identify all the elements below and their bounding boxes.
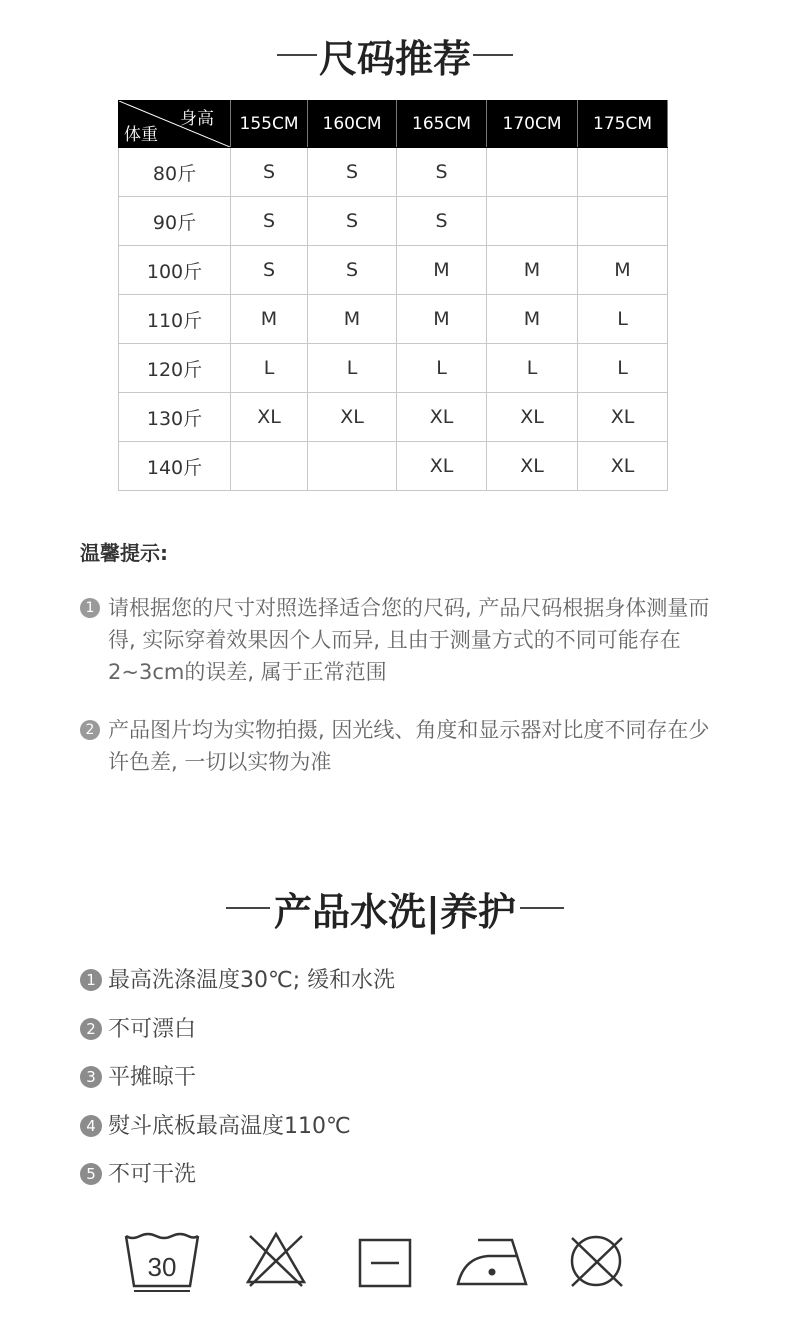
care-item	[80, 1063, 196, 1093]
size-cell: M	[308, 295, 397, 344]
height-header-cell: 165CM	[397, 101, 487, 148]
size-cell: M	[397, 246, 487, 295]
number-badge: 3	[80, 1066, 102, 1088]
weight-cell: 130斤	[119, 393, 231, 442]
iron-medium-icon	[454, 1228, 532, 1290]
size-cell: XL	[397, 393, 487, 442]
corner-height-label: 身高	[180, 109, 214, 129]
care-item	[80, 966, 395, 996]
size-cell: L	[231, 344, 308, 393]
tip-text: 请根据您的尺寸对照选择适合您的尺码, 产品尺码根据身体测量而得, 实际穿着效果因个人而异, 且由于测量方式的不同可能存在2~3cm的误差, 属于正常范围	[108, 596, 710, 684]
size-cell: XL	[231, 393, 308, 442]
care-text: 不可干洗	[108, 1162, 197, 1187]
care-item	[80, 1112, 351, 1142]
size-cell: XL	[397, 442, 487, 491]
size-cell: M	[231, 295, 308, 344]
table-row	[119, 246, 668, 295]
weight-cell: 90斤	[119, 197, 231, 246]
size-section-title	[0, 30, 790, 80]
size-cell: S	[397, 148, 487, 197]
title-dash-right	[520, 907, 564, 909]
height-header-cell: 175CM	[578, 101, 668, 148]
weight-cell: 140斤	[119, 442, 231, 491]
number-badge: 2	[80, 720, 100, 740]
size-table-header-row	[119, 101, 668, 148]
size-cell: XL	[578, 442, 668, 491]
care-section-title	[0, 882, 790, 934]
size-title-text: 尺码推荐	[318, 36, 471, 81]
size-cell: S	[308, 246, 397, 295]
size-cell	[578, 197, 668, 246]
corner-header-cell	[119, 101, 231, 148]
tips-title: 温馨提示:	[80, 541, 168, 565]
weight-cell: 110斤	[119, 295, 231, 344]
size-cell	[231, 442, 308, 491]
weight-cell: 80斤	[119, 148, 231, 197]
title-dash-left	[277, 54, 317, 56]
number-badge: 1	[80, 598, 100, 618]
title-dash-right	[473, 54, 513, 56]
size-cell: S	[231, 246, 308, 295]
size-cell: L	[397, 344, 487, 393]
table-row	[119, 344, 668, 393]
weight-cell: 120斤	[119, 344, 231, 393]
height-header-cell: 170CM	[487, 101, 578, 148]
size-cell: L	[578, 344, 668, 393]
care-text: 最高洗涤温度30℃; 缓和水洗	[108, 968, 396, 993]
weight-cell: 100斤	[119, 246, 231, 295]
size-cell: XL	[578, 393, 668, 442]
height-header-cell: 155CM	[231, 101, 308, 148]
table-row	[119, 442, 668, 491]
care-text: 熨斗底板最高温度110℃	[108, 1114, 351, 1139]
corner-weight-label: 体重	[124, 125, 158, 145]
no-bleach-icon	[244, 1228, 308, 1290]
size-cell: S	[308, 148, 397, 197]
number-badge: 5	[80, 1163, 102, 1185]
table-row	[119, 148, 668, 197]
table-row	[119, 295, 668, 344]
no-dry-clean-icon	[564, 1228, 628, 1292]
size-cell	[487, 148, 578, 197]
size-cell: XL	[487, 393, 578, 442]
care-text: 平摊晾干	[108, 1065, 197, 1090]
size-cell	[578, 148, 668, 197]
size-chart-table	[118, 100, 668, 491]
wash-30-icon	[122, 1228, 202, 1294]
size-cell: M	[487, 295, 578, 344]
size-cell: S	[231, 148, 308, 197]
number-badge: 4	[80, 1115, 102, 1137]
size-cell: L	[578, 295, 668, 344]
size-cell: XL	[487, 442, 578, 491]
care-item	[80, 1160, 196, 1190]
care-text: 不可漂白	[108, 1017, 197, 1042]
wash-temperature-label: 30	[147, 1252, 177, 1282]
size-cell: S	[231, 197, 308, 246]
number-badge: 2	[80, 1018, 102, 1040]
size-cell	[487, 197, 578, 246]
number-badge: 1	[80, 969, 102, 991]
tip-text: 产品图片均为实物拍摄, 因光线、角度和显示器对比度不同存在少许色差, 一切以实物为准	[108, 718, 710, 774]
dry-flat-icon	[356, 1228, 414, 1290]
height-header-cell: 160CM	[308, 101, 397, 148]
tip-item	[80, 592, 720, 688]
size-cell: M	[397, 295, 487, 344]
table-row	[119, 393, 668, 442]
title-dash-left	[226, 907, 270, 909]
tip-item	[80, 714, 720, 778]
care-item	[80, 1015, 196, 1045]
size-cell: L	[487, 344, 578, 393]
size-cell: L	[308, 344, 397, 393]
size-cell: M	[578, 246, 668, 295]
size-cell: XL	[308, 393, 397, 442]
size-cell: M	[487, 246, 578, 295]
size-cell: S	[397, 197, 487, 246]
table-row	[119, 197, 668, 246]
size-cell: S	[308, 197, 397, 246]
size-cell	[308, 442, 397, 491]
care-title-text: 产品水洗|养护	[274, 889, 516, 934]
